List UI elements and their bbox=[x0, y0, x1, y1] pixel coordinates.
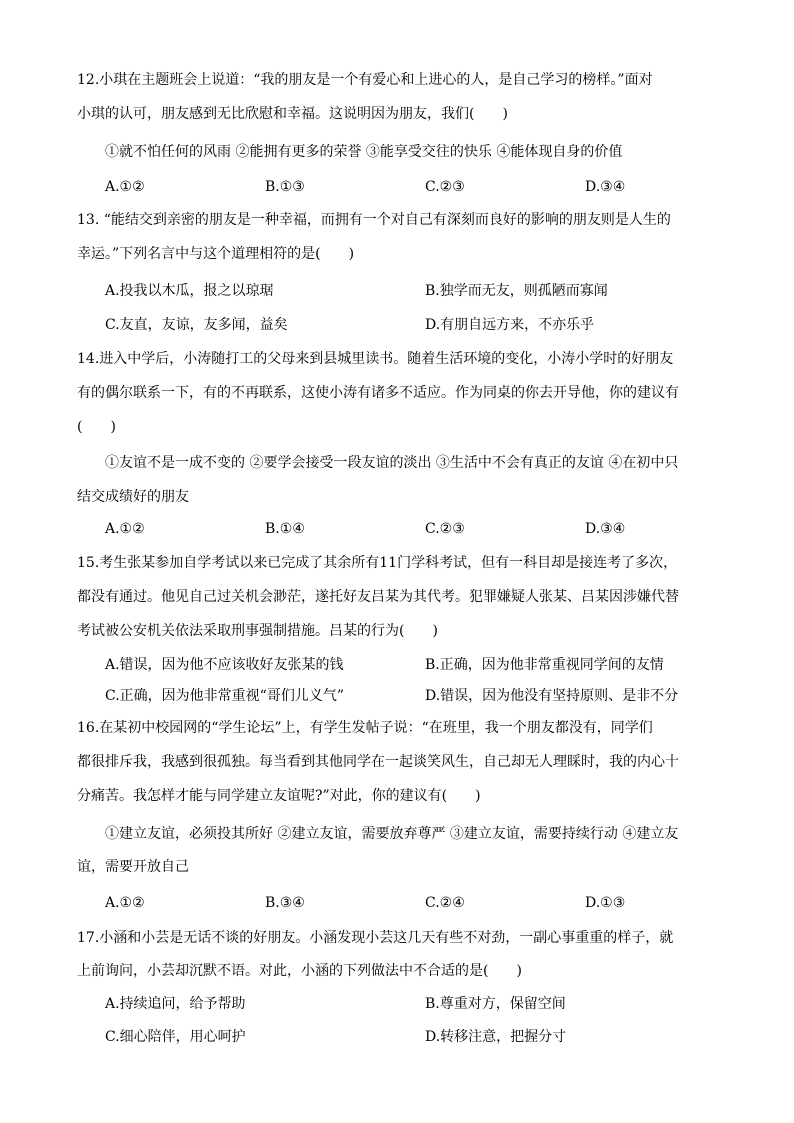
q16-stem-line-2: 都很排斥我，我感到很孤独。每当看到其他同学在一起谈笑风生，自己却无人理睬时，我的内心十 bbox=[77, 754, 679, 770]
q13-option-c: C.友直，友谅，友多闻，益矣 bbox=[105, 317, 288, 333]
q13-option-a: A.投我以木瓜，报之以琼琚 bbox=[105, 283, 274, 299]
q14-statements-line-2: 结交成绩好的朋友 bbox=[77, 489, 189, 505]
q13-option-b: B.独学而无友，则孤陋而寡闻 bbox=[425, 283, 608, 299]
q14-stem-line-2: 有的偶尔联系一下，有的不再联系，这使小涛有诸多不适应。作为同桌的你去开导他，你的建议有 bbox=[77, 385, 679, 401]
q12-statements: ①就不怕任何的风雨 ②能拥有更多的荣誉 ③能享受交往的快乐 ④能体现自身的价值 bbox=[105, 144, 623, 160]
q12-option-b: B.①③ bbox=[265, 179, 305, 195]
q15-option-b: B.正确，因为他非常重视同学间的友情 bbox=[425, 657, 664, 673]
q17-option-c: C.细心陪伴，用心呵护 bbox=[105, 1029, 246, 1045]
q13-stem-line-2: 幸运。”下列名言中与这个道理相符的是( ) bbox=[77, 246, 355, 262]
q16-stem-line-1: 16.在某初中校园网的“学生论坛”上，有学生发帖子说：“在班里，我一个朋友都没有，同学们 bbox=[77, 720, 653, 736]
q15-option-d: D.错误，因为他没有坚持原则、是非不分 bbox=[425, 688, 679, 704]
q12-option-a: A.①② bbox=[105, 179, 145, 195]
q15-stem-line-3: 考试被公安机关依法采取刑事强制措施。吕某的行为( ) bbox=[77, 623, 438, 639]
q14-option-d: D.③④ bbox=[585, 521, 626, 537]
q17-option-d: D.转移注意，把握分寸 bbox=[425, 1029, 567, 1045]
q15-stem-line-1: 15.考生张某参加自学考试以来已完成了其余所有11门学科考试，但有一科目却是接连考了多次， bbox=[77, 555, 678, 571]
q13-option-d: D.有朋自远方来，不亦乐乎 bbox=[425, 317, 595, 333]
q13-stem-line-1: 13. “能结交到亲密的朋友是一种幸福，而拥有一个对自己有深刻而良好的影响的朋友则是人生的 bbox=[77, 212, 671, 228]
q16-statements-line-1: ①建立友谊，必须投其所好 ②建立友谊，需要放弃尊严 ③建立友谊，需要持续行动 ④建立友 bbox=[105, 826, 679, 842]
q12-stem-line-1: 12.小琪在主题班会上说道：“我的朋友是一个有爱心和上进心的人，是自己学习的榜样。”面对 bbox=[77, 72, 653, 88]
q17-option-b: B.尊重对方，保留空间 bbox=[425, 996, 566, 1012]
q16-option-c: C.②④ bbox=[425, 895, 465, 911]
q14-statements-line-1: ①友谊不是一成不变的 ②要学会接受一段友谊的淡出 ③生活中不会有真正的友谊 ④在初中只 bbox=[105, 455, 679, 471]
q16-statements-line-2: 谊，需要开放自己 bbox=[77, 859, 189, 875]
q16-option-d: D.①③ bbox=[585, 895, 626, 911]
q14-stem-line-1: 14.进入中学后，小涛随打工的父母来到县城里读书。随着生活环境的变化，小涛小学时的好朋友 bbox=[77, 351, 674, 367]
q16-option-b: B.③④ bbox=[265, 895, 305, 911]
q16-option-a: A.①② bbox=[105, 895, 145, 911]
q15-option-c: C.正确，因为他非常重视“哥们儿义气” bbox=[105, 688, 344, 704]
q12-option-d: D.③④ bbox=[585, 179, 626, 195]
q17-stem-line-2: 上前询问，小芸却沉默不语。对此，小涵的下列做法中不合适的是( ) bbox=[77, 963, 522, 979]
q17-option-a: A.持续追问，给予帮助 bbox=[105, 996, 246, 1012]
q15-stem-line-2: 都没有通过。他见自己过关机会渺茫，遂托好友吕某为其代考。犯罪嫌疑人张某、吕某因涉嫌代替 bbox=[77, 589, 679, 605]
q12-stem-line-2: 小琪的认可，朋友感到无比欣慰和幸福。这说明因为朋友，我们( ) bbox=[77, 106, 508, 122]
q12-option-c: C.②③ bbox=[425, 179, 465, 195]
q15-option-a: A.错误，因为他不应该收好友张某的钱 bbox=[105, 657, 344, 673]
q17-stem-line-1: 17.小涵和小芸是无话不谈的好朋友。小涵发现小芸这几天有些不对劲，一副心事重重的样子，就 bbox=[77, 930, 674, 946]
q16-stem-line-3: 分痛苦。我怎样才能与同学建立友谊呢?”对此，你的建议有( ) bbox=[77, 788, 481, 804]
q14-option-c: C.②③ bbox=[425, 521, 465, 537]
q14-option-b: B.①④ bbox=[265, 521, 305, 537]
q14-stem-line-3: ( ) bbox=[77, 419, 116, 435]
q14-option-a: A.①② bbox=[105, 521, 145, 537]
